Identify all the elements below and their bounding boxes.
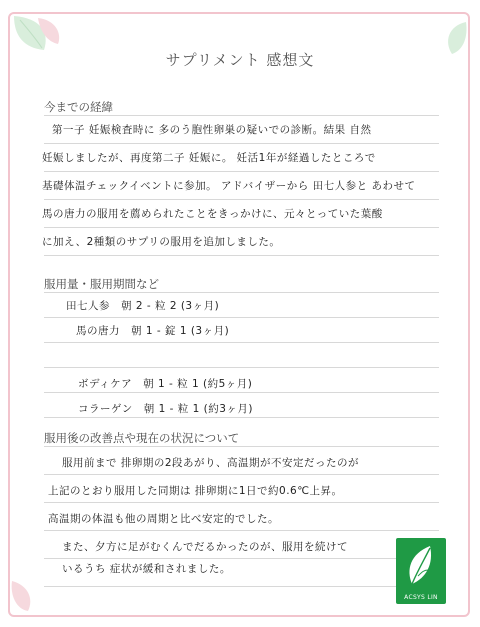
history-section-label: 今までの経緯 [44,100,113,114]
divider [44,367,439,368]
dosage-item: 田七人参 朝 2 - 粒 2 (3ヶ月) [66,300,220,312]
after-line: 高温期の体温も他の周期と比べ安定的でした。 [48,513,279,525]
divider [44,292,439,293]
divider [44,255,439,256]
divider [44,342,439,343]
dosage-item: ボディケア 朝 1 - 粒 1 (約5ヶ月) [78,378,253,390]
divider [44,530,439,531]
divider [44,502,439,503]
history-line: に加え、2種類のサプリの服用を追加しました。 [42,236,281,248]
divider [44,115,439,116]
after-line: いるうち 症状が緩和されました。 [62,563,231,575]
history-line: 基礎体温チェックイベントに参加。 アドバイザーから 田七人参と あわせて [42,180,416,192]
dosage-section-label: 服用量・服用期間など [44,277,159,291]
after-line: また、夕方に足がむくんでだるかったのが、服用を続けて [62,541,348,553]
divider [44,586,439,587]
logo-text: ACSYS LIN [404,594,438,601]
history-line: 第一子 妊娠検査時に 多のう胞性卵巣の疑いでの診断。結果 自然 [52,124,372,136]
divider [44,199,439,200]
after-line: 上記のとおり服用した同期は 排卵期に1日で約0.6℃上昇。 [48,485,343,497]
divider [44,171,439,172]
divider [44,227,439,228]
page-title: サプリメント 感想文 [165,51,315,69]
divider [44,558,439,559]
divider [44,392,439,393]
divider [44,143,439,144]
dosage-item: コラーゲン 朝 1 - 粒 1 (約3ヶ月) [78,403,254,415]
leaf-decoration-icon [10,575,40,615]
divider [44,446,439,447]
divider [44,417,439,418]
brand-logo [396,538,446,604]
divider [44,317,439,318]
after-section-label: 服用後の改善点や現在の状況について [44,431,240,445]
after-line: 服用前まで 排卵期の2段あがり、高温期が不安定だったのが [62,457,360,469]
divider [44,474,439,475]
dosage-item: 馬の唐力 朝 1 - 錠 1 (3ヶ月) [76,325,230,337]
history-line: 馬の唐力の服用を薦められたことをきっかけに、元々とっていた葉酸 [42,208,383,220]
history-line: 妊娠しましたが、再度第二子 妊娠に。 妊活1年が経過したところで [42,152,376,164]
leaf-logo-icon [396,540,446,592]
